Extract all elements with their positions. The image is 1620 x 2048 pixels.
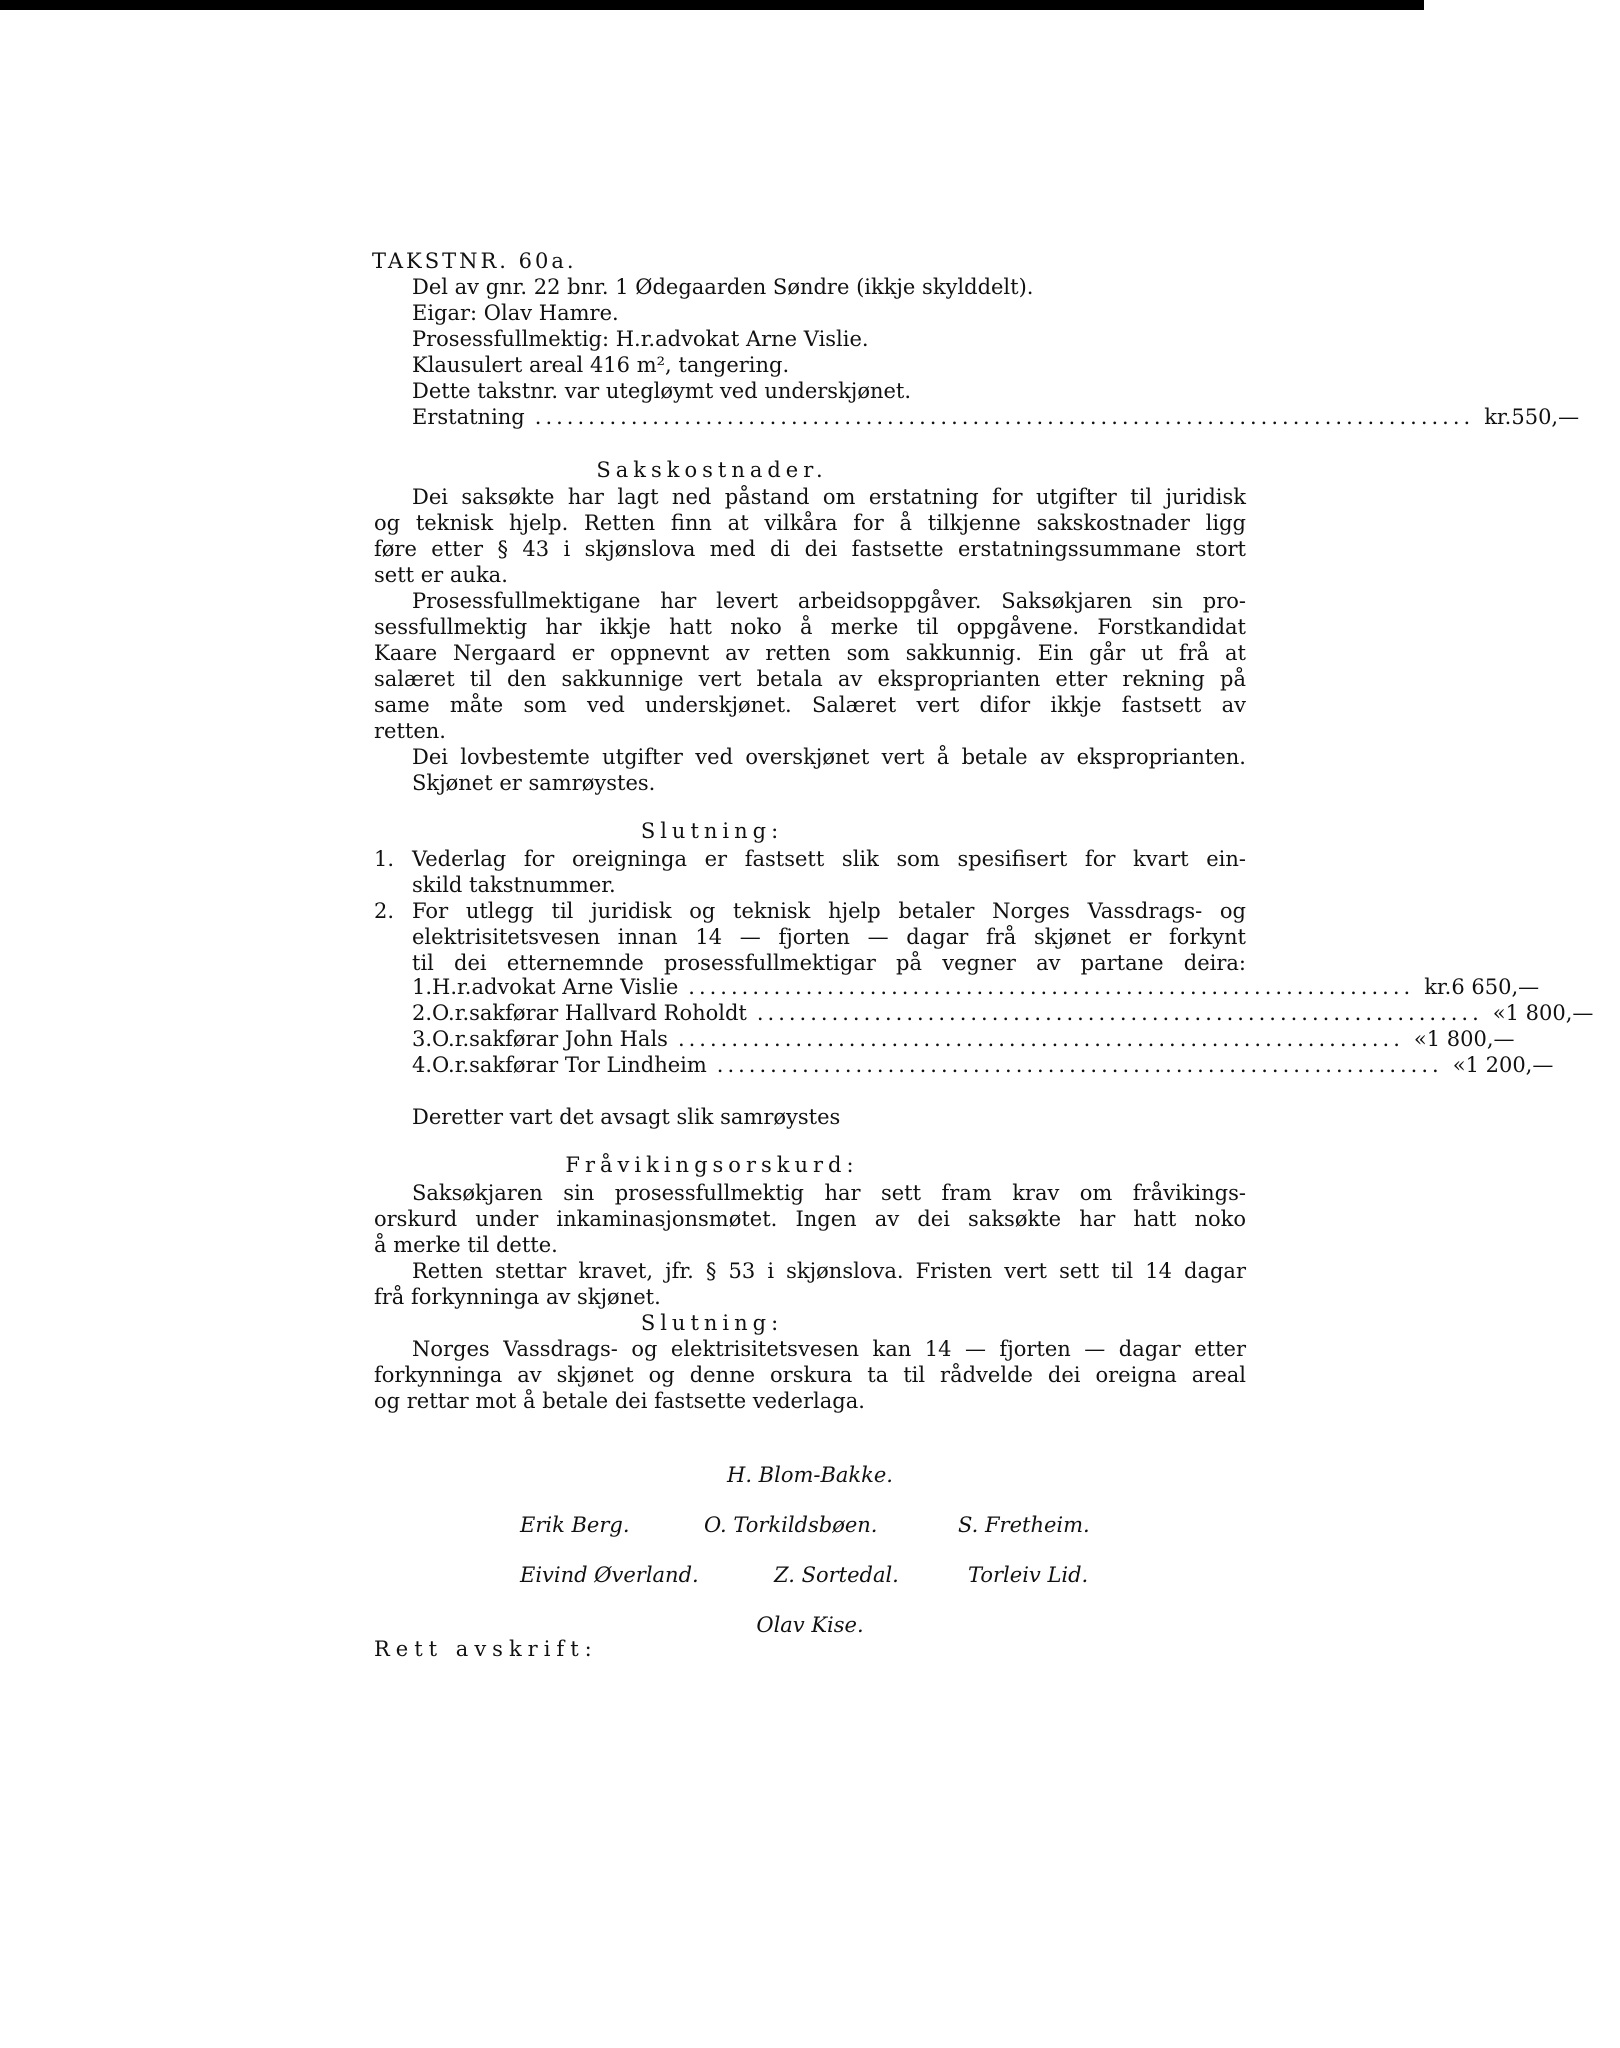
payment-currency: « (1452, 1053, 1466, 1077)
paragraph-line: Norges Vassdrags- og elektrisitetsvesen kan 14 — fjorten — dagar etter (412, 1337, 1246, 1361)
payment-row (412, 1000, 1594, 1026)
takst-line: Del av gnr. 22 bnr. 1 Ødegaarden Søndre (ikkje skylddelt). (412, 275, 1034, 299)
paragraph-line: Prosessfullmektigane har levert arbeidsoppgåver. Saksøkjaren sin pro- (412, 589, 1246, 613)
item-number: 1. (374, 847, 395, 871)
payment-name: H.r.advokat Arne Vislie (432, 975, 679, 999)
payment-amount: 6 650,— (1451, 975, 1540, 999)
payment-number: 2. (412, 1001, 433, 1025)
paragraph-line: å merke til dette. (374, 1233, 558, 1257)
paragraph-line: føre etter § 43 i skjønslova med di dei fastsette erstatningssummane stort (374, 537, 1246, 561)
payment-amount: 1 800,— (1426, 1027, 1515, 1051)
signature: Torleiv Lid. (968, 1563, 1089, 1587)
fraviking-heading: Fråvikingsorskurd: (565, 1153, 859, 1177)
signature-chair: H. Blom-Bakke. (727, 1463, 893, 1487)
paragraph-line: orskurd under inkaminasjonsmøtet. Ingen av dei saksøkte har hatt noko (374, 1207, 1246, 1231)
erstatning-currency: kr. (1484, 405, 1512, 429)
erstatning-label: Erstatning (412, 405, 525, 429)
paragraph-line: Skjønet er samrøystes. (412, 771, 656, 795)
payment-row (412, 1026, 1515, 1052)
payment-amount: 1 200,— (1465, 1053, 1554, 1077)
paragraph-line: elektrisitetsvesen innan 14 — fjorten — dagar frå skjønet er forkynt (412, 925, 1246, 949)
payment-name: O.r.sakførar Tor Lindheim (432, 1053, 707, 1077)
paragraph-line: Deretter vart det avsagt slik samrøystes (412, 1105, 841, 1129)
payment-number: 1. (412, 975, 433, 999)
paragraph-line: Dei saksøkte har lagt ned påstand om erstatning for utgifter til juridisk (412, 485, 1246, 509)
paragraph-line: frå forkynninga av skjønet. (374, 1285, 661, 1309)
paragraph-line: sett er auka. (374, 563, 508, 587)
takst-line: Prosessfullmektig: H.r.advokat Arne Vislie. (412, 327, 869, 351)
payment-currency: « (1413, 1027, 1427, 1051)
leader-dots: .................................................................... (756, 1001, 1483, 1025)
signature: O. Torkildsbøen. (704, 1513, 878, 1537)
erstatning-amount: 550,— (1511, 405, 1580, 429)
leader-dots: ........................................................................................ (534, 405, 1475, 429)
paragraph-line: retten. (374, 719, 446, 743)
paragraph-line: og rettar mot å betale dei fastsette vederlaga. (374, 1389, 865, 1413)
paragraph-line: Vederlag for oreigninga er fastsett slik som spesifisert for kvart ein- (412, 847, 1246, 871)
signature: Eivind Øverland. (520, 1563, 699, 1587)
paragraph-line: salæret til den sakkunnige vert betala av eksproprianten etter rekning på (374, 667, 1246, 691)
takst-line: Eigar: Olav Hamre. (412, 301, 619, 325)
item-number: 2. (374, 899, 395, 923)
signature: Z. Sortedal. (774, 1563, 899, 1587)
payment-row (412, 974, 1540, 1000)
leader-dots: .................................................................... (716, 1053, 1443, 1077)
takst-line: Klausulert areal 416 m², tangering. (412, 353, 790, 377)
slutning-heading: Slutning: (640, 1311, 784, 1335)
paragraph-line: til dei etternemnde prosessfullmektigar på vegner av partane deira: (412, 951, 1246, 975)
payment-name: O.r.sakførar Hallvard Roholdt (432, 1001, 747, 1025)
payment-currency: kr. (1424, 975, 1452, 999)
takst-header: TAKSTNR. 60a. (372, 249, 577, 273)
payment-amount: 1 800,— (1505, 1001, 1594, 1025)
payment-name: O.r.sakførar John Hals (432, 1027, 668, 1051)
signature: Olav Kise. (756, 1613, 864, 1637)
takst-line: Dette takstnr. var utegløymt ved underskjønet. (412, 379, 912, 403)
signature: S. Fretheim. (958, 1513, 1090, 1537)
paragraph-line: For utlegg til juridisk og teknisk hjelp betaler Norges Vassdrags- og (412, 899, 1246, 923)
payment-number: 4. (412, 1053, 433, 1077)
paragraph-line: og teknisk hjelp. Retten finn at vilkåra for å tilkjenne sakskostnader ligg (374, 511, 1246, 535)
leader-dots: .................................................................... (677, 1027, 1404, 1051)
paragraph-line: forkynninga av skjønet og denne orskura ta til rådvelde dei oreigna areal (374, 1363, 1246, 1387)
erstatning-row (412, 404, 1580, 430)
leader-dots: .................................................................... (688, 975, 1415, 999)
sakskostnader-heading: Sakskostnader. (596, 458, 828, 482)
payment-number: 3. (412, 1027, 433, 1051)
rett-avskrift: Rett avskrift: (374, 1637, 598, 1661)
paragraph-line: Retten stettar kravet, jfr. § 53 i skjønslova. Fristen vert sett til 14 dagar (412, 1259, 1246, 1283)
paragraph-line: Dei lovbestemte utgifter ved overskjønet vert å betale av eksproprianten. (412, 745, 1246, 769)
paragraph-line: Kaare Nergaard er oppnevnt av retten som sakkunnig. Ein går ut frå at (374, 641, 1246, 665)
paragraph-line: skild takstnummer. (412, 873, 616, 897)
payment-currency: « (1492, 1001, 1506, 1025)
paragraph-line: same måte som ved underskjønet. Salæret vert difor ikkje fastsett av (374, 693, 1246, 717)
payment-row (412, 1052, 1554, 1078)
paragraph-line: sessfullmektig har ikkje hatt noko å merke til oppgåvene. Forstkandidat (374, 615, 1246, 639)
slutning-heading: Slutning: (640, 819, 784, 843)
paragraph-line: Saksøkjaren sin prosessfullmektig har sett fram krav om fråvikings- (412, 1181, 1246, 1205)
signature: Erik Berg. (520, 1513, 630, 1537)
